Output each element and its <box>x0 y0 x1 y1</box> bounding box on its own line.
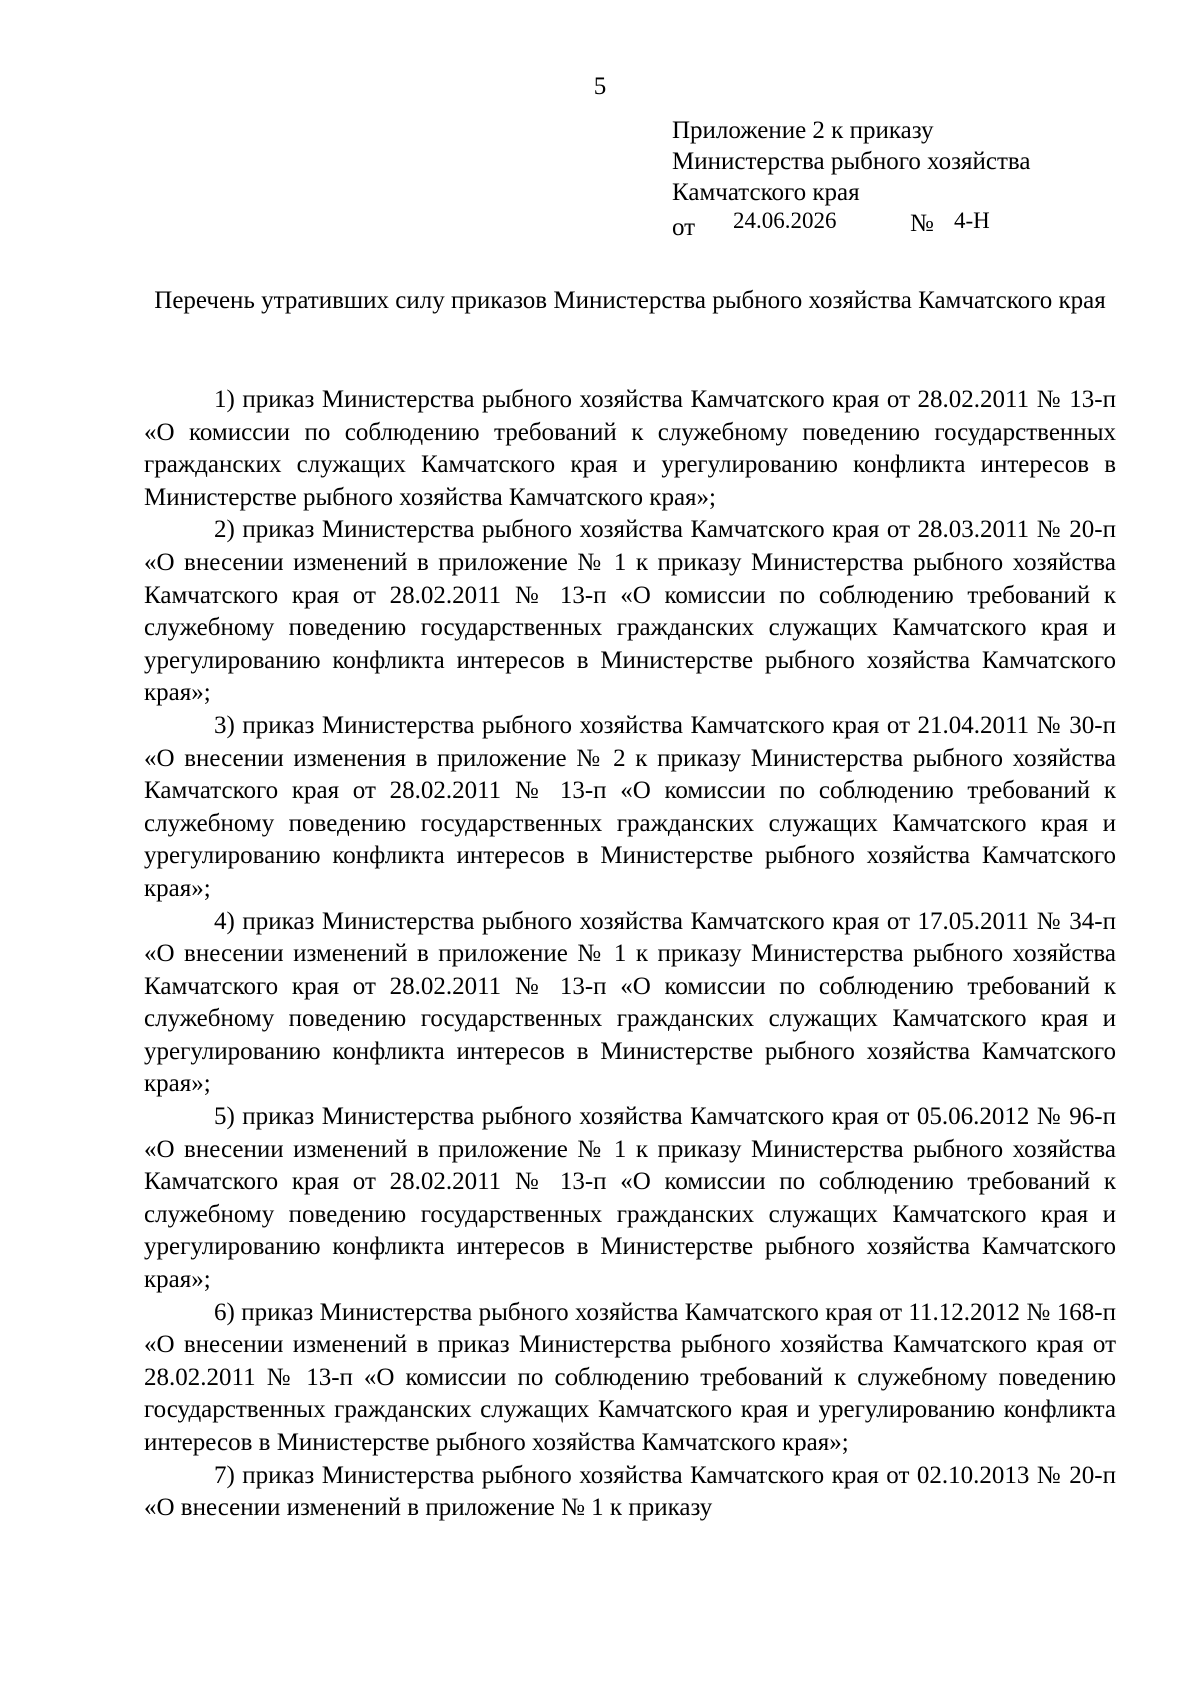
date-prefix: от <box>672 214 696 241</box>
approval-date: 24.06.2026 <box>733 208 837 233</box>
approval-line-2: Министерства рыбного хозяйства <box>672 148 1031 175</box>
approval-line-3: Камчатского края <box>672 179 860 206</box>
repealed-orders-list <box>144 384 1116 1525</box>
approval-date-number-row <box>672 208 1132 239</box>
list-item: 6) приказ Министерства рыбного хозяйства Камчатского края от 11.12.2012 № 168-п «О внесении изменений в приказ Министерства рыбного хозяйства Камчатского края от 28.02.2011 № 13-п «О комиссии по соблюдению требований к служебному поведению государственных гражданских служащих Камчатского края и урегулированию конфликта интересов в Министерстве рыбного хозяйства Камчатского края»; <box>144 1298 1116 1456</box>
list-item: 4) приказ Министерства рыбного хозяйства Камчатского края от 17.05.2011 № 34-п «О внесении изменений в приложение № 1 к приказу Министерства рыбного хозяйства Камчатского края от 28.02.2011 № 13-п «О комиссии по соблюдению требований к служебному поведению государственных гражданских служащих Камчатского края и урегулированию конфликта интересов в Министерстве рыбного хозяйства Камчатского края»; <box>144 907 1116 1098</box>
approval-number: 4-Н <box>954 208 990 233</box>
list-item: 3) приказ Министерства рыбного хозяйства Камчатского края от 21.04.2011 № 30-п «О внесении изменения в приложение № 2 к приказу Министерства рыбного хозяйства Камчатского края от 28.02.2011 № 13-п «О комиссии по соблюдению требований к служебному поведению государственных гражданских служащих Камчатского края и урегулированию конфликта интересов в Министерстве рыбного хозяйства Камчатского края»; <box>144 711 1116 902</box>
page-number: 5 <box>593 73 607 100</box>
number-prefix: № <box>910 210 934 237</box>
approval-line-1: Приложение 2 к приказу <box>672 117 934 144</box>
approval-block <box>672 115 1132 239</box>
list-item: 1) приказ Министерства рыбного хозяйства Камчатского края от 28.02.2011 № 13-п «О комиссии по соблюдению требований к служебному поведению государственных гражданских служащих Камчатского края и урегулированию конфликта интересов в Министерстве рыбного хозяйства Камчатского края»; <box>144 386 1116 511</box>
list-item: 2) приказ Министерства рыбного хозяйства Камчатского края от 28.03.2011 № 20-п «О внесении изменений в приложение № 1 к приказу Министерства рыбного хозяйства Камчатского края от 28.02.2011 № 13-п «О комиссии по соблюдению требований к служебному поведению государственных гражданских служащих Камчатского края и урегулированию конфликта интересов в Министерстве рыбного хозяйства Камчатского края»; <box>144 516 1116 707</box>
list-item: 5) приказ Министерства рыбного хозяйства Камчатского края от 05.06.2012 № 96-п «О внесении изменений в приложение № 1 к приказу Министерства рыбного хозяйства Камчатского края от 28.02.2011 № 13-п «О комиссии по соблюдению требований к служебному поведению государственных гражданских служащих Камчатского края и урегулированию конфликта интересов в Министерстве рыбного хозяйства Камчатского края»; <box>144 1103 1116 1294</box>
document-title: Перечень утративших силу приказов Министерства рыбного хозяйства Камчатского края <box>154 287 1106 314</box>
list-item: 7) приказ Министерства рыбного хозяйства Камчатского края от 02.10.2013 № 20-п «О внесении изменений в приложение № 1 к приказу <box>144 1461 1116 1522</box>
